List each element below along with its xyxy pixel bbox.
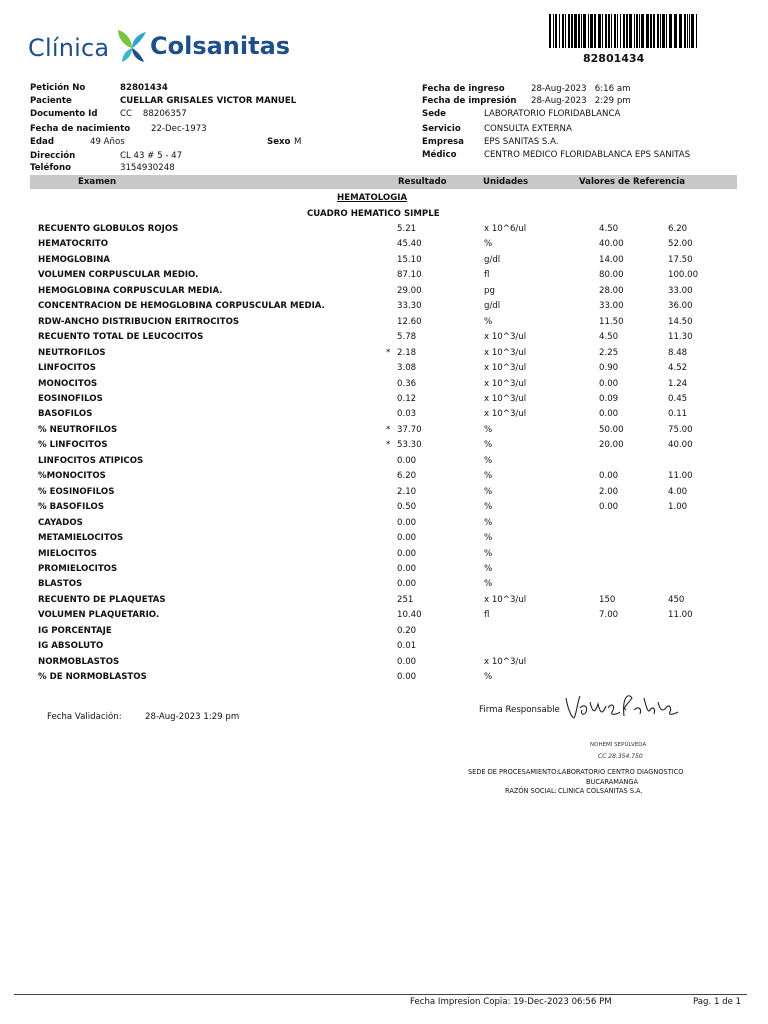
unit-value: % bbox=[484, 517, 493, 528]
unit-value: % bbox=[484, 471, 493, 482]
ref-low-value: 40.00 bbox=[599, 239, 624, 250]
sexo-label: Sexo bbox=[267, 137, 291, 147]
exam-name: RDW-ANCHO DISTRIBUCION ERITROCITOS bbox=[38, 316, 240, 327]
unit-value: x 10^6/ul bbox=[484, 224, 527, 234]
section-title: HEMATOLOGIA bbox=[337, 193, 408, 203]
ref-low-value: 0.00 bbox=[599, 502, 619, 513]
exam-name: VOLUMEN PLAQUETARIO. bbox=[38, 610, 160, 621]
exam-name: RECUENTO GLOBULOS ROJOS bbox=[38, 224, 179, 234]
ref-low-value: 28.00 bbox=[599, 285, 624, 296]
exam-name: MIELOCITOS bbox=[38, 548, 97, 559]
ref-low-value: 50.00 bbox=[599, 424, 624, 435]
header-value: CENTRO MEDICO FLORIDABLANCA EPS SANITAS bbox=[484, 150, 691, 160]
result-value: 0.00 bbox=[397, 548, 417, 559]
result-value: 0.00 bbox=[397, 517, 417, 528]
result-value: 0.20 bbox=[397, 625, 417, 636]
unit-value: x 10^3/ul bbox=[484, 363, 527, 373]
header-value: 49 Años bbox=[90, 137, 125, 147]
razon-social-label: RAZÓN SOCIAL: bbox=[505, 787, 557, 795]
unit-value: x 10^3/ul bbox=[484, 378, 527, 389]
unit-value: % bbox=[484, 440, 493, 451]
exam-name: LINFOCITOS bbox=[38, 363, 96, 373]
exam-name: IG PORCENTAJE bbox=[38, 625, 112, 636]
header-label: Servicio bbox=[422, 124, 461, 134]
ref-high-value: 100.00 bbox=[668, 270, 699, 281]
ref-high-value: 11.30 bbox=[668, 332, 693, 343]
print-copy-date: Fecha Impresion Copia: 19-Dec-2023 06:56 PM bbox=[410, 997, 612, 1007]
signature-image bbox=[562, 688, 682, 766]
exam-name: RECUENTO DE PLAQUETAS bbox=[38, 594, 166, 605]
colsanitas-logo-icon bbox=[112, 26, 154, 64]
unit-value: x 10^3/ul bbox=[484, 393, 527, 404]
unit-value: fl bbox=[484, 610, 490, 621]
sede-proc-label: SEDE DE PROCESAMIENTO: bbox=[468, 768, 559, 776]
razon-social-value: CLINICA COLSANITAS S.A. bbox=[558, 787, 643, 795]
page-number: Pag. 1 de 1 bbox=[693, 997, 742, 1007]
ref-low-value: 2.25 bbox=[599, 347, 619, 358]
header-label: Fecha de ingreso bbox=[422, 84, 505, 94]
barcode-number: 82801434 bbox=[583, 52, 645, 65]
unit-value: % bbox=[484, 486, 493, 497]
ref-low-value: 0.00 bbox=[599, 471, 619, 482]
exam-name: BLASTOS bbox=[38, 579, 83, 590]
result-value: 37.70 bbox=[397, 424, 422, 435]
validation-label: Fecha Validación: bbox=[47, 712, 122, 722]
result-value: 0.00 bbox=[397, 579, 417, 590]
unit-value: % bbox=[484, 579, 493, 590]
ref-high-value: 36.00 bbox=[668, 301, 693, 312]
ref-high-value: 4.00 bbox=[668, 486, 688, 497]
header-label: Médico bbox=[422, 150, 457, 160]
unit-value: % bbox=[484, 502, 493, 513]
exam-name: % EOSINOFILOS bbox=[38, 486, 115, 497]
footer-divider bbox=[14, 994, 747, 995]
exam-name: EOSINOFILOS bbox=[38, 393, 103, 404]
header-value: 28-Aug-2023 6:16 am bbox=[531, 84, 631, 94]
result-value: 0.50 bbox=[397, 502, 417, 513]
ref-low-value: 4.50 bbox=[599, 332, 619, 343]
unit-value: % bbox=[484, 672, 493, 682]
unit-value: % bbox=[484, 239, 493, 250]
exam-name: NORMOBLASTOS bbox=[38, 656, 120, 667]
ref-high-value: 11.00 bbox=[668, 610, 693, 621]
result-value: 0.12 bbox=[397, 393, 417, 404]
ref-low-value: 0.09 bbox=[599, 393, 619, 404]
result-value: 15.10 bbox=[397, 254, 422, 265]
ref-low-value: 150 bbox=[599, 594, 616, 605]
unit-value: % bbox=[484, 563, 493, 574]
signature-id-text: CC 28.354.750 bbox=[598, 753, 643, 760]
exam-name: LINFOCITOS ATIPICOS bbox=[38, 455, 144, 466]
result-value: 0.00 bbox=[397, 455, 417, 466]
exam-name: % NEUTROFILOS bbox=[38, 424, 118, 435]
result-value: 2.18 bbox=[397, 347, 417, 358]
unit-value: % bbox=[484, 533, 493, 543]
header-value: CONSULTA EXTERNA bbox=[484, 124, 572, 134]
unit-value: x 10^3/ul bbox=[484, 594, 527, 605]
col-exam-header: Examen bbox=[78, 177, 117, 187]
exam-name: HEMOGLOBINA CORPUSCULAR MEDIA. bbox=[38, 285, 223, 296]
exam-name: % BASOFILOS bbox=[38, 502, 105, 513]
ref-high-value: 0.11 bbox=[668, 409, 688, 420]
unit-value: x 10^3/ul bbox=[484, 656, 527, 667]
header-label: Fecha de nacimiento bbox=[30, 124, 131, 134]
ref-low-value: 14.00 bbox=[599, 254, 624, 265]
header-value: 28-Aug-2023 2:29 pm bbox=[531, 96, 631, 106]
ref-high-value: 8.48 bbox=[668, 347, 688, 358]
exam-name: MONOCITOS bbox=[38, 378, 98, 389]
ref-low-value: 20.00 bbox=[599, 440, 624, 451]
exam-name: IG ABSOLUTO bbox=[38, 641, 104, 652]
unit-value: fl bbox=[484, 270, 490, 281]
exam-name: CONCENTRACION DE HEMOGLOBINA CORPUSCULAR MEDIA. bbox=[38, 301, 325, 312]
ref-high-value: 1.00 bbox=[668, 502, 688, 513]
ref-low-value: 0.00 bbox=[599, 409, 619, 420]
ref-high-value: 33.00 bbox=[668, 285, 693, 296]
result-value: 0.01 bbox=[397, 641, 417, 652]
result-value: 29.00 bbox=[397, 285, 422, 296]
header-value: 82801434 bbox=[120, 83, 168, 93]
col-result-header: Resultado bbox=[398, 177, 447, 187]
header-value: 22-Dec-1973 bbox=[151, 124, 207, 134]
exam-name: HEMATOCRITO bbox=[38, 239, 109, 250]
result-value: 0.00 bbox=[397, 533, 417, 543]
ref-high-value: 75.00 bbox=[668, 424, 693, 435]
abnormal-flag: * bbox=[386, 347, 391, 358]
ref-low-value: 0.00 bbox=[599, 378, 619, 389]
unit-value: g/dl bbox=[484, 301, 501, 312]
result-value: 6.20 bbox=[397, 471, 417, 482]
header-label: Sede bbox=[422, 109, 446, 119]
header-label: Empresa bbox=[422, 137, 464, 147]
exam-name: METAMIELOCITOS bbox=[38, 533, 124, 543]
result-value: 251 bbox=[397, 594, 414, 605]
result-value: 53.30 bbox=[397, 440, 422, 451]
result-value: 33.30 bbox=[397, 301, 422, 312]
header-value: CUELLAR GRISALES VICTOR MANUEL bbox=[120, 96, 297, 106]
unit-value: % bbox=[484, 316, 493, 327]
ref-high-value: 40.00 bbox=[668, 440, 693, 451]
result-value: 5.78 bbox=[397, 332, 417, 343]
header-value: 3154930248 bbox=[120, 163, 175, 173]
ref-low-value: 7.00 bbox=[599, 610, 619, 621]
signature-label: Firma Responsable bbox=[479, 705, 560, 715]
header-label: Paciente bbox=[30, 96, 72, 106]
exam-name: %MONOCITOS bbox=[38, 471, 106, 482]
result-value: 12.60 bbox=[397, 316, 422, 327]
ref-low-value: 0.90 bbox=[599, 363, 619, 373]
unit-value: pg bbox=[484, 285, 495, 296]
header-value: CC 88206357 bbox=[120, 109, 187, 119]
result-value: 87.10 bbox=[397, 270, 422, 281]
logo-clinica-text: Clínica bbox=[28, 34, 110, 62]
ref-high-value: 11.00 bbox=[668, 471, 693, 482]
exam-name: HEMOGLOBINA bbox=[38, 254, 111, 265]
ref-high-value: 14.50 bbox=[668, 316, 693, 327]
header-label: Edad bbox=[30, 137, 54, 147]
ref-low-value: 80.00 bbox=[599, 270, 624, 281]
logo-colsanitas-text: Colsanitas bbox=[150, 32, 291, 60]
exam-name: RECUENTO TOTAL DE LEUCOCITOS bbox=[38, 332, 204, 343]
header-label: Documento Id bbox=[30, 109, 98, 119]
result-value: 5.21 bbox=[397, 224, 417, 234]
unit-value: x 10^3/ul bbox=[484, 332, 527, 343]
exam-name: CAYADOS bbox=[38, 517, 83, 528]
header-value: LABORATORIO FLORIDABLANCA bbox=[484, 109, 621, 119]
subsection-title: CUADRO HEMATICO SIMPLE bbox=[307, 209, 440, 219]
abnormal-flag: * bbox=[386, 440, 391, 451]
col-units-header: Unidades bbox=[483, 177, 529, 187]
header-label: Teléfono bbox=[30, 163, 71, 173]
result-value: 0.00 bbox=[397, 672, 417, 682]
result-value: 0.03 bbox=[397, 409, 417, 420]
header-label: Fecha de impresión bbox=[422, 96, 517, 106]
ref-low-value: 2.00 bbox=[599, 486, 619, 497]
col-ref-header: Valores de Referencia bbox=[579, 177, 686, 187]
ref-high-value: 0.45 bbox=[668, 393, 688, 404]
ref-high-value: 6.20 bbox=[668, 224, 688, 234]
unit-value: x 10^3/ul bbox=[484, 409, 527, 420]
validation-date: 28-Aug-2023 1:29 pm bbox=[145, 712, 240, 722]
header-label: Petición No bbox=[30, 83, 86, 93]
sede-proc-value: LABORATORIO CENTRO DIAGNOSTICO bbox=[558, 768, 684, 776]
ref-low-value: 4.50 bbox=[599, 224, 619, 234]
result-value: 45.40 bbox=[397, 239, 422, 250]
unit-value: % bbox=[484, 424, 493, 435]
exam-name: VOLUMEN CORPUSCULAR MEDIO. bbox=[38, 270, 199, 281]
sexo-value: M bbox=[294, 137, 302, 147]
ref-low-value: 11.50 bbox=[599, 316, 624, 327]
sede-proc-value2: BUCARAMANGA bbox=[586, 778, 639, 786]
unit-value: g/dl bbox=[484, 254, 501, 265]
result-value: 2.10 bbox=[397, 486, 417, 497]
exam-name: BASOFILOS bbox=[38, 409, 93, 420]
exam-name: PROMIELOCITOS bbox=[38, 563, 118, 574]
ref-low-value: 33.00 bbox=[599, 301, 624, 312]
result-value: 3.08 bbox=[397, 363, 417, 373]
ref-high-value: 52.00 bbox=[668, 239, 693, 250]
exam-name: NEUTROFILOS bbox=[38, 347, 106, 358]
unit-value: x 10^3/ul bbox=[484, 347, 527, 358]
ref-high-value: 450 bbox=[668, 594, 685, 605]
abnormal-flag: * bbox=[386, 424, 391, 435]
unit-value: % bbox=[484, 455, 493, 466]
result-value: 0.36 bbox=[397, 378, 417, 389]
ref-high-value: 4.52 bbox=[668, 363, 688, 373]
header-label: Dirección bbox=[30, 151, 76, 161]
result-value: 0.00 bbox=[397, 563, 417, 574]
barcode-image bbox=[549, 14, 699, 48]
header-value: CL 43 # 5 - 47 bbox=[120, 151, 183, 161]
unit-value: % bbox=[484, 548, 493, 559]
ref-high-value: 17.50 bbox=[668, 254, 693, 265]
ref-high-value: 1.24 bbox=[668, 378, 688, 389]
exam-name: % DE NORMOBLASTOS bbox=[38, 672, 147, 682]
result-value: 10.40 bbox=[397, 610, 422, 621]
result-value: 0.00 bbox=[397, 656, 417, 667]
exam-name: % LINFOCITOS bbox=[38, 440, 108, 451]
header-value: EPS SANITAS S.A. bbox=[484, 137, 559, 147]
signature-name-text: NOHEMÍ SEPÚLVEDA bbox=[590, 742, 647, 748]
